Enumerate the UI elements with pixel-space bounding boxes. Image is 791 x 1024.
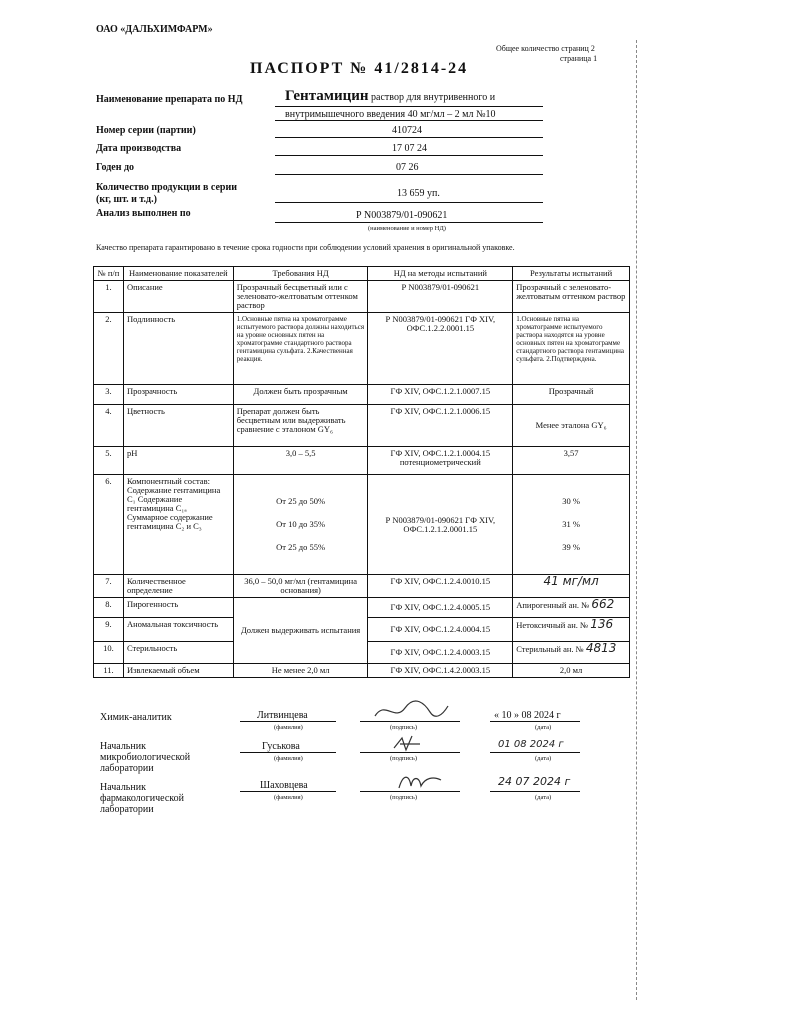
req-c1a: От 10 до 35% [276,519,326,529]
row-result: Менее эталона GY₆ [513,405,630,447]
res-c1: 30 % [562,496,580,506]
header-num: № п/п [94,267,124,281]
row-req: 36,0 – 50,0 мг/мл (гентамицина основания) [233,575,368,598]
row-method: ГФ XIV, ОФС.1.4.2.0003.15 [368,664,513,678]
caption-name: (фамилия) [274,724,303,731]
row-result: 2,0 мл [513,664,630,678]
qty-value: 13 659 уп. [397,188,440,199]
result-label: Нетоксичный ан. № [516,620,589,630]
header-method: НД на методы испытаний [368,267,513,281]
table-header-row [94,267,630,281]
copy-note-line2: страница 1 [560,54,598,63]
row-name: Цветность [123,405,233,447]
row-num: 8. [94,598,124,618]
row-num: 5. [94,447,124,475]
guarantee-text: Качество препарата гарантировано в течение срока годности при соблюдении условий хранения в оригинальной упаковке. [96,243,515,252]
table-row [94,313,630,385]
row-result [513,475,630,575]
row-method: Р N003879/01-090621 ГФ XIV, ОФС.1.2.2.0001.15 [368,313,513,385]
analysis-value: Р N003879/01-090621 [356,210,448,221]
role-label: Начальник микробиологической лаборатории [100,741,191,774]
result-number: 136 [590,617,614,631]
row-req: 3,0 – 5,5 [233,447,368,475]
caption-signature: (подпись) [390,755,417,762]
row-num: 7. [94,575,124,598]
row-req: Препарат должен быть бесцветным или выдерживать сравнение с эталоном GY₆ [233,405,368,447]
row-name: Прозрачность [123,385,233,405]
row-name: Аномальная токсичность [123,618,233,642]
row-req: Должен выдерживать испытания [233,598,368,664]
row-num: 10. [94,642,124,664]
table-row [94,475,630,575]
name-value-line2: внутримышечного введения 40 мг/мл – 2 мл №10 [285,109,496,120]
sign-date: 24 07 2024 г [498,775,571,788]
header-req: Требования НД [233,267,368,281]
sign-date: 01 08 2024 г [498,739,564,750]
row-num: 2. [94,313,124,385]
row-method: ГФ XIV, ОФС.1.2.1.0004.15 потенциометрический [368,447,513,475]
drug-form: раствор для внутривенного и [368,92,496,103]
row-method: ГФ XIV, ОФС.1.2.4.0010.15 [368,575,513,598]
row-method: Р N003879/01-090621 ГФ XIV, ОФС.1.2.1.2.0001.15 [368,475,513,575]
table-row [94,405,630,447]
role-label: Химик-аналитик [100,712,172,723]
row-result: Прозрачный с зеленовато-желтоватым оттенком раствор [513,281,630,313]
row-name: Стерильность [123,642,233,664]
signer-name: Шаховцева [260,780,308,791]
row-result: Прозрачный [513,385,630,405]
table-row [94,575,630,598]
row-result: 1.Основные пятна на хроматограмме испытуемого раствора находятся на уровне основных пятен на хроматограмме стандартного раствора гентамицина сульфата. 2.Подтверждена. [513,313,630,385]
analysis-caption: (наименование и номер НД) [368,225,446,232]
row-name: Пирогенность [123,598,233,618]
caption-date: (дата) [535,755,552,762]
analysis-label: Анализ выполнен по [96,208,191,219]
table-row [94,281,630,313]
row-req: 1.Основные пятна на хроматограмме испытуемого раствора должны находиться на уровне основных пятен на хроматограмме стандартного раствора гентамицина сульфата. 2.Качественная реакция. [233,313,368,385]
caption-signature: (подпись) [390,794,417,801]
signature-image [390,732,430,754]
signer-name: Гуськова [262,741,300,752]
qty-label-1: Количество продукции в серии [96,182,238,193]
drug-name: Гентамицин [285,88,369,104]
scan-edge-line [636,40,638,1000]
caption-date: (дата) [535,724,552,731]
row-result [513,598,630,618]
row-num: 6. [94,475,124,575]
table-row [94,447,630,475]
res-c1a: 31 % [562,519,580,529]
test-results-table [93,266,630,678]
row-req: Прозрачный бесцветный или с зеленовато-желтоватым оттенком раствор [233,281,368,313]
table-row [94,598,630,618]
row-method: ГФ XIV, ОФС.1.2.1.0007.15 [368,385,513,405]
company-name: ОАО «ДАЛЬХИМФАРМ» [96,24,213,35]
valid-label: Годен до [96,162,135,173]
row-method: ГФ XIV, ОФС.1.2.1.0006.15 [368,405,513,447]
row-result: 41 мг/мл [513,575,630,598]
result-label: Апирогенный ан. № [516,600,590,610]
qty-label-2: (кг, шт. и т.д.) [96,194,157,205]
table-row [94,664,630,678]
caption-signature: (подпись) [390,724,417,731]
result-number: 662 [591,597,615,611]
caption-name: (фамилия) [274,794,303,801]
row-req: Не менее 2,0 мл [233,664,368,678]
req-c1: От 25 до 50% [276,496,326,506]
row-method: ГФ XIV, ОФС.1.2.4.0005.15 [368,598,513,618]
row-result: 3,57 [513,447,630,475]
res-c2c3: 39 % [562,542,580,552]
row-num: 11. [94,664,124,678]
row-name: Извлекаемый объем [123,664,233,678]
row-num: 9. [94,618,124,642]
series-label: Номер серии (партии) [96,125,196,136]
row-num: 4. [94,405,124,447]
req-c2c3: От 25 до 55% [276,542,326,552]
header-name: Наименование показателей [123,267,233,281]
row-req: Должен быть прозрачным [233,385,368,405]
signer-name: Литвинцева [257,710,308,721]
row-result [513,642,630,664]
date-label: Дата производства [96,143,182,154]
name-label: Наименование препарата по НД [96,94,243,105]
row-req [233,475,368,575]
name-value [285,88,495,105]
header-result: Результаты испытаний [513,267,630,281]
sign-date: « 10 » 08 2024 г [494,710,561,721]
series-value: 410724 [392,125,422,136]
role-label: Начальник фармакологической лаборатории [100,782,184,815]
result-label: Стерильный ан. № [516,644,584,654]
table-row [94,385,630,405]
row-method: ГФ XIV, ОФС.1.2.4.0003.15 [368,642,513,664]
row-num: 3. [94,385,124,405]
copy-note-line1: Общее количество страниц 2 [496,44,595,53]
caption-date: (дата) [535,794,552,801]
result-number: 4813 [585,641,617,655]
row-num: 1. [94,281,124,313]
row-method: Р N003879/01-090621 [368,281,513,313]
row-method: ГФ XIV, ОФС.1.2.4.0004.15 [368,618,513,642]
row-name: Компонентный состав: Содержание гентамицина C₁ Содержание гентамицина C₁ₐ Суммарное содержание гентамицина C₂ и C₃ [123,475,233,575]
row-name: Подлинность [123,313,233,385]
date-value: 17 07 24 [392,143,427,154]
caption-name: (фамилия) [274,755,303,762]
document-title: ПАСПОРТ № 41/2814-24 [250,60,469,77]
row-name: Количественное определение [123,575,233,598]
row-name: pH [123,447,233,475]
row-result [513,618,630,642]
row-name: Описание [123,281,233,313]
valid-value: 07 26 [396,162,419,173]
